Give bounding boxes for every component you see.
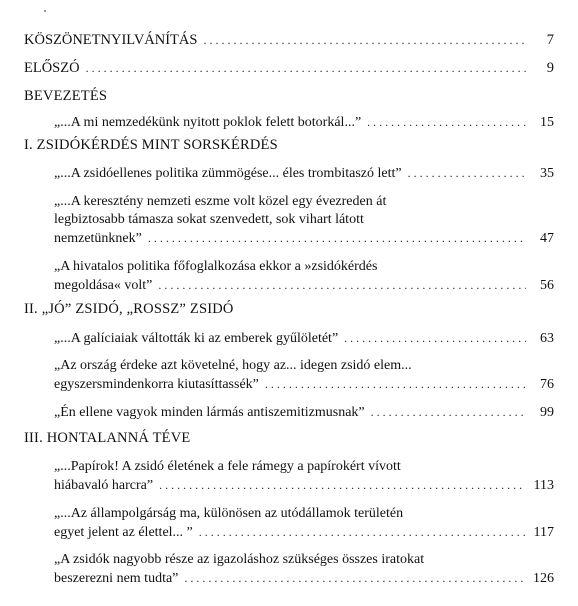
leader-dots xyxy=(371,403,526,421)
entry-page: 56 xyxy=(540,278,554,293)
entry-title-line: legbiztosabb támasza sokat szenvedett, sok vihart látott xyxy=(54,212,364,227)
leader-dots xyxy=(344,329,526,347)
scan-speck xyxy=(44,10,46,12)
toc-entry[interactable] xyxy=(54,375,554,394)
entry-page: 99 xyxy=(540,405,554,420)
leader-dots xyxy=(86,59,526,77)
section-heading-part3: III. HONTALANNÁ TÉVE xyxy=(24,430,191,446)
section-heading-part2: II. „JÓ” ZSIDÓ, „ROSSZ” ZSIDÓ xyxy=(24,301,234,317)
toc-entry[interactable] xyxy=(54,523,554,542)
leader-dots xyxy=(148,229,526,247)
entry-title: „...A zsidóellenes politika zümmögése... éles trombitaszó lett” xyxy=(54,166,402,181)
leader-dots xyxy=(265,375,526,393)
toc-entry[interactable] xyxy=(54,569,554,588)
section-heading-part1: I. ZSIDÓKÉRDÉS MINT SORSKÉRDÉS xyxy=(24,137,278,153)
entry-title-line: „...A keresztény nemzeti eszme volt közel egy évezreden át xyxy=(54,194,387,209)
toc-entry[interactable] xyxy=(54,276,554,295)
entry-page: 113 xyxy=(533,478,554,493)
leader-dots xyxy=(158,276,526,294)
leader-dots xyxy=(159,476,526,494)
entry-title: beszerezni nem tudta” xyxy=(54,571,179,586)
entry-title: hiábavaló harcra” xyxy=(54,478,154,493)
entry-page: 7 xyxy=(546,32,554,48)
entry-page: 126 xyxy=(533,571,554,586)
leader-dots xyxy=(408,164,526,182)
entry-title-line: „A zsidók nagyobb része az igazoláshoz szükséges összes iratokat xyxy=(54,552,425,567)
leader-dots xyxy=(367,113,526,131)
entry-title-line: „...Papírok! A zsidó életének a fele rámegy a papírokért vívott xyxy=(54,459,401,474)
entry-title-line: „Az ország érdeke azt követelné, hogy az... idegen zsidó elem... xyxy=(54,358,412,373)
toc-entry-foreword[interactable] xyxy=(24,59,554,77)
entry-title: „...A galíciaiak váltották ki az emberek gyűlöletét” xyxy=(54,331,339,346)
entry-page: 35 xyxy=(540,166,554,181)
toc-entry[interactable] xyxy=(54,403,554,422)
entry-title: nemzetünknek” xyxy=(54,231,142,246)
section-heading-introduction: BEVEZETÉS xyxy=(24,88,108,104)
entry-title: ELŐSZÓ xyxy=(24,60,80,76)
toc-entry[interactable] xyxy=(54,229,554,248)
toc-entry[interactable] xyxy=(54,113,554,132)
entry-page: 9 xyxy=(546,60,554,76)
entry-page: 117 xyxy=(533,525,554,540)
toc-entry[interactable] xyxy=(54,164,554,183)
entry-title: megoldása« volt” xyxy=(54,278,153,293)
entry-page: 63 xyxy=(540,331,554,346)
leader-dots xyxy=(203,31,526,49)
entry-title-line: „A hivatalos politika főfoglalkozása ekkor a »zsidókérdés xyxy=(54,259,378,274)
toc-entry-acknowledgements[interactable] xyxy=(24,31,554,49)
entry-page: 76 xyxy=(540,377,554,392)
entry-page: 15 xyxy=(540,115,554,130)
entry-page: 47 xyxy=(540,231,554,246)
entry-title: „Én ellene vagyok minden lármás antiszemitizmusnak” xyxy=(54,405,365,420)
toc-entry[interactable] xyxy=(54,329,554,348)
toc-entry[interactable] xyxy=(54,476,554,495)
entry-title: egyet jelent az élettel... ” xyxy=(54,525,193,540)
entry-title-line: „...Az állampolgárság ma, különösen az utódállamok területén xyxy=(54,506,404,521)
entry-title: „...A mi nemzedékünk nyitott poklok felett botorkál...” xyxy=(54,115,362,130)
leader-dots xyxy=(184,569,526,587)
entry-title: KÖSZÖNETNYILVÁNÍTÁS xyxy=(24,32,198,48)
leader-dots xyxy=(199,523,526,541)
entry-title: egyszersmindenkorra kiutasíttassék” xyxy=(54,377,259,392)
